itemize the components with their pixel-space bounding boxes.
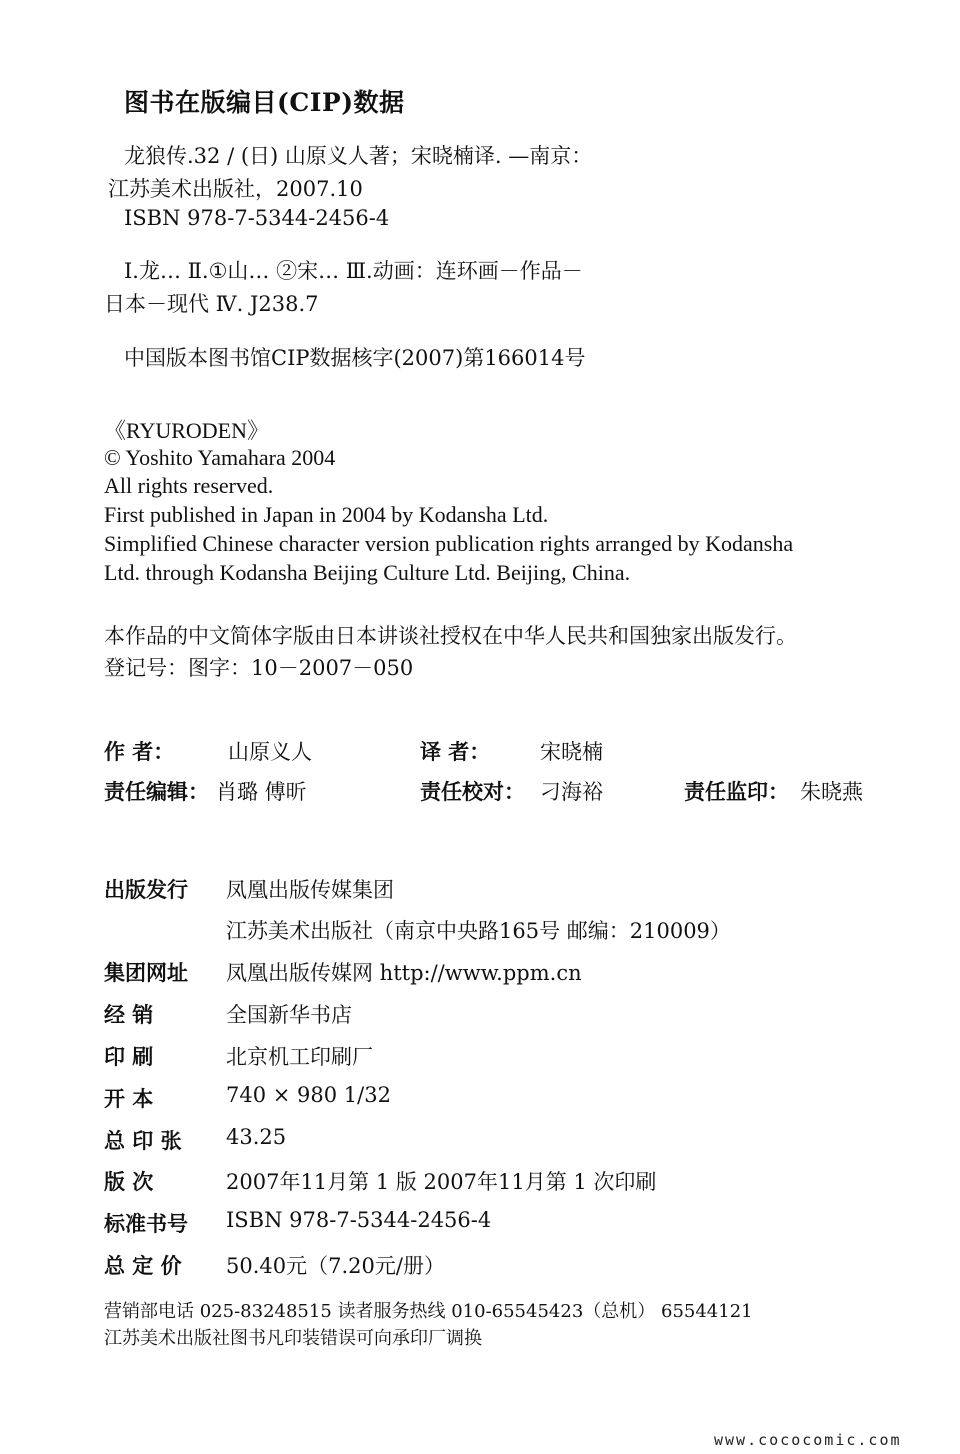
cip-heading: 图书在版编目(CIP)数据 bbox=[124, 88, 405, 117]
cip-verification: 中国版本图书馆CIP数据核字(2007)第166014号 bbox=[124, 346, 586, 370]
cip-classification-1: Ⅰ.龙… Ⅱ.①山… ②宋… Ⅲ.动画：连环画－作品－ bbox=[124, 259, 583, 283]
first-published: First published in Japan in 2004 by Kodansha Ltd. bbox=[104, 502, 549, 527]
editor-value: 肖璐 傅昕 bbox=[216, 780, 307, 804]
publisher-address: 江苏美术出版社（南京中央路165号 邮编：210009） bbox=[226, 919, 731, 943]
website-label: 集团网址 bbox=[104, 961, 188, 985]
distributor-label: 经 销 bbox=[104, 1003, 154, 1027]
publisher-value: 凤凰出版传媒集团 bbox=[226, 878, 394, 902]
isbn-label: 标准书号 bbox=[104, 1212, 188, 1236]
translator-label: 译 者： bbox=[420, 740, 491, 764]
price-label: 总 定 价 bbox=[104, 1254, 182, 1278]
printer-label: 印 刷 bbox=[104, 1045, 154, 1069]
proofreader-value: 刁海裕 bbox=[540, 780, 603, 804]
cip-classification-2: 日本－现代 Ⅳ. J238.7 bbox=[104, 292, 319, 316]
cip-line-2: 江苏美术出版社，2007.10 bbox=[108, 177, 363, 201]
price-value: 50.40元（7.20元/册） bbox=[226, 1254, 445, 1278]
author-label: 作 者： bbox=[104, 740, 175, 764]
original-title: 《RYURODEN》 bbox=[104, 418, 270, 443]
rights-reserved: All rights reserved. bbox=[104, 473, 274, 498]
print-supervisor-label: 责任监印： bbox=[684, 780, 789, 804]
cip-line-1: 龙狼传.32 / (日) 山原义人著；宋晓楠译. —南京： bbox=[124, 144, 593, 168]
cip-isbn: ISBN 978-7-5344-2456-4 bbox=[124, 206, 390, 230]
sheets-value: 43.25 bbox=[226, 1125, 287, 1149]
translator-value: 宋晓楠 bbox=[540, 740, 603, 764]
format-value: 740 × 980 1/32 bbox=[226, 1083, 391, 1107]
isbn-value: ISBN 978-7-5344-2456-4 bbox=[226, 1208, 492, 1232]
site-watermark: www.cococomic.com bbox=[714, 1431, 902, 1449]
exchange-notice: 江苏美术出版社图书凡印装错误可向承印厂调换 bbox=[104, 1328, 482, 1349]
website-value: 凤凰出版传媒网 http://www.ppm.cn bbox=[226, 961, 582, 985]
copyright-line: © Yoshito Yamahara 2004 bbox=[104, 445, 336, 470]
print-supervisor-value: 朱晓燕 bbox=[800, 780, 863, 804]
edition-label: 版 次 bbox=[104, 1170, 154, 1194]
sheets-label: 总 印 张 bbox=[104, 1129, 182, 1153]
author-value: 山原义人 bbox=[228, 740, 312, 764]
edition-value: 2007年11月第 1 版 2007年11月第 1 次印刷 bbox=[226, 1170, 657, 1194]
printer-value: 北京机工印刷厂 bbox=[226, 1045, 373, 1069]
distributor-value: 全国新华书店 bbox=[226, 1003, 352, 1027]
simplified-rights-2: Ltd. through Kodansha Beijing Culture Ltd. Beijing, China. bbox=[104, 560, 631, 585]
sales-phone: 营销部电话 025-83248515 读者服务热线 010-65545423（总机） 65544121 bbox=[104, 1301, 753, 1322]
registration-number: 登记号：图字：10－2007－050 bbox=[104, 656, 414, 680]
format-label: 开 本 bbox=[104, 1087, 154, 1111]
editor-label: 责任编辑： bbox=[104, 780, 209, 804]
publisher-label: 出版发行 bbox=[104, 878, 188, 902]
license-statement: 本作品的中文简体字版由日本讲谈社授权在中华人民共和国独家出版发行。 bbox=[104, 624, 797, 648]
simplified-rights-1: Simplified Chinese character version publication rights arranged by Kodansha bbox=[104, 531, 794, 556]
proofreader-label: 责任校对： bbox=[420, 780, 525, 804]
